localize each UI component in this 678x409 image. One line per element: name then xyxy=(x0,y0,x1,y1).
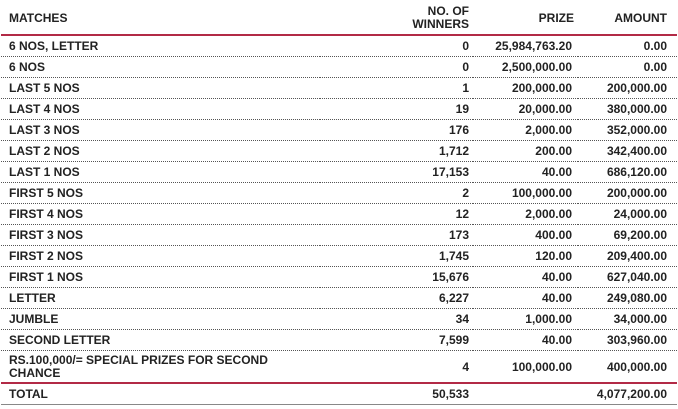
cell-amount: 352,000.00 xyxy=(578,120,677,141)
cell-prize: 100,000.00 xyxy=(473,351,578,384)
table-row xyxy=(1,141,677,162)
cell-winners: 1 xyxy=(320,78,473,99)
cell-match: JUMBLE xyxy=(1,309,320,330)
table-row xyxy=(1,204,677,225)
cell-winners: 34 xyxy=(320,309,473,330)
cell-match: RS.100,000/= SPECIAL PRIZES FOR SECOND CHANCE xyxy=(1,351,320,384)
cell-match: FIRST 4 NOS xyxy=(1,204,320,225)
cell-prize: 100,000.00 xyxy=(473,183,578,204)
cell-amount: 686,120.00 xyxy=(578,162,677,183)
cell-amount: 209,400.00 xyxy=(578,246,677,267)
table-body xyxy=(1,35,677,383)
cell-match: 6 NOS xyxy=(1,57,320,78)
table-row xyxy=(1,35,677,57)
cell-prize: 2,000.00 xyxy=(473,204,578,225)
cell-winners: 1,745 xyxy=(320,246,473,267)
cell-amount: 34,000.00 xyxy=(578,309,677,330)
cell-match: LAST 5 NOS xyxy=(1,78,320,99)
cell-winners: 0 xyxy=(320,57,473,78)
table-row xyxy=(1,120,677,141)
cell-prize: 40.00 xyxy=(473,330,578,351)
header-winners xyxy=(320,2,473,35)
cell-prize: 2,000.00 xyxy=(473,120,578,141)
header-winners-line2: WINNERS xyxy=(412,17,469,31)
header-winners-line1: NO. OF xyxy=(427,4,469,18)
cell-match: FIRST 5 NOS xyxy=(1,183,320,204)
table-row xyxy=(1,225,677,246)
cell-amount: 24,000.00 xyxy=(578,204,677,225)
cell-amount: 400,000.00 xyxy=(578,351,677,384)
header-matches: MATCHES xyxy=(1,2,320,35)
cell-prize: 40.00 xyxy=(473,267,578,288)
cell-amount: 627,040.00 xyxy=(578,267,677,288)
cell-match: SECOND LETTER xyxy=(1,330,320,351)
cell-winners: 0 xyxy=(320,35,473,57)
cell-prize: 20,000.00 xyxy=(473,99,578,120)
table-row xyxy=(1,162,677,183)
table-row xyxy=(1,288,677,309)
table-row xyxy=(1,309,677,330)
cell-amount: 249,080.00 xyxy=(578,288,677,309)
total-prize xyxy=(473,383,578,405)
total-winners: 50,533 xyxy=(320,383,473,405)
cell-winners: 1,712 xyxy=(320,141,473,162)
header-row xyxy=(1,2,677,35)
cell-match: LAST 3 NOS xyxy=(1,120,320,141)
cell-amount: 0.00 xyxy=(578,57,677,78)
cell-prize: 40.00 xyxy=(473,288,578,309)
cell-match: FIRST 3 NOS xyxy=(1,225,320,246)
cell-match: FIRST 1 NOS xyxy=(1,267,320,288)
table-row xyxy=(1,183,677,204)
prize-breakdown-table xyxy=(1,2,677,405)
cell-winners: 173 xyxy=(320,225,473,246)
cell-amount: 69,200.00 xyxy=(578,225,677,246)
cell-winners: 17,153 xyxy=(320,162,473,183)
total-amount: 4,077,200.00 xyxy=(578,383,677,405)
cell-match: LAST 4 NOS xyxy=(1,99,320,120)
total-row xyxy=(1,383,677,405)
cell-winners: 12 xyxy=(320,204,473,225)
cell-amount: 303,960.00 xyxy=(578,330,677,351)
cell-amount: 0.00 xyxy=(578,35,677,57)
cell-match: 6 NOS, LETTER xyxy=(1,35,320,57)
cell-prize: 25,984,763.20 xyxy=(473,35,578,57)
cell-winners: 15,676 xyxy=(320,267,473,288)
cell-match: LAST 1 NOS xyxy=(1,162,320,183)
cell-winners: 19 xyxy=(320,99,473,120)
cell-prize: 120.00 xyxy=(473,246,578,267)
cell-winners: 7,599 xyxy=(320,330,473,351)
cell-prize: 200,000.00 xyxy=(473,78,578,99)
table-header xyxy=(1,2,677,35)
table-row xyxy=(1,99,677,120)
table-row xyxy=(1,351,677,384)
table-row xyxy=(1,330,677,351)
table-row xyxy=(1,78,677,99)
table-footer xyxy=(1,383,677,405)
cell-amount: 200,000.00 xyxy=(578,78,677,99)
total-label: TOTAL xyxy=(1,383,320,405)
cell-amount: 200,000.00 xyxy=(578,183,677,204)
cell-amount: 380,000.00 xyxy=(578,99,677,120)
cell-prize: 400.00 xyxy=(473,225,578,246)
cell-prize: 1,000.00 xyxy=(473,309,578,330)
cell-prize: 40.00 xyxy=(473,162,578,183)
cell-prize: 200.00 xyxy=(473,141,578,162)
table-row xyxy=(1,57,677,78)
cell-winners: 4 xyxy=(320,351,473,384)
cell-prize: 2,500,000.00 xyxy=(473,57,578,78)
table-row xyxy=(1,246,677,267)
header-amount: AMOUNT xyxy=(578,2,677,35)
cell-winners: 176 xyxy=(320,120,473,141)
cell-match: LETTER xyxy=(1,288,320,309)
cell-winners: 2 xyxy=(320,183,473,204)
table-row xyxy=(1,267,677,288)
cell-winners: 6,227 xyxy=(320,288,473,309)
cell-match: FIRST 2 NOS xyxy=(1,246,320,267)
cell-amount: 342,400.00 xyxy=(578,141,677,162)
header-prize: PRIZE xyxy=(473,2,578,35)
cell-match: LAST 2 NOS xyxy=(1,141,320,162)
